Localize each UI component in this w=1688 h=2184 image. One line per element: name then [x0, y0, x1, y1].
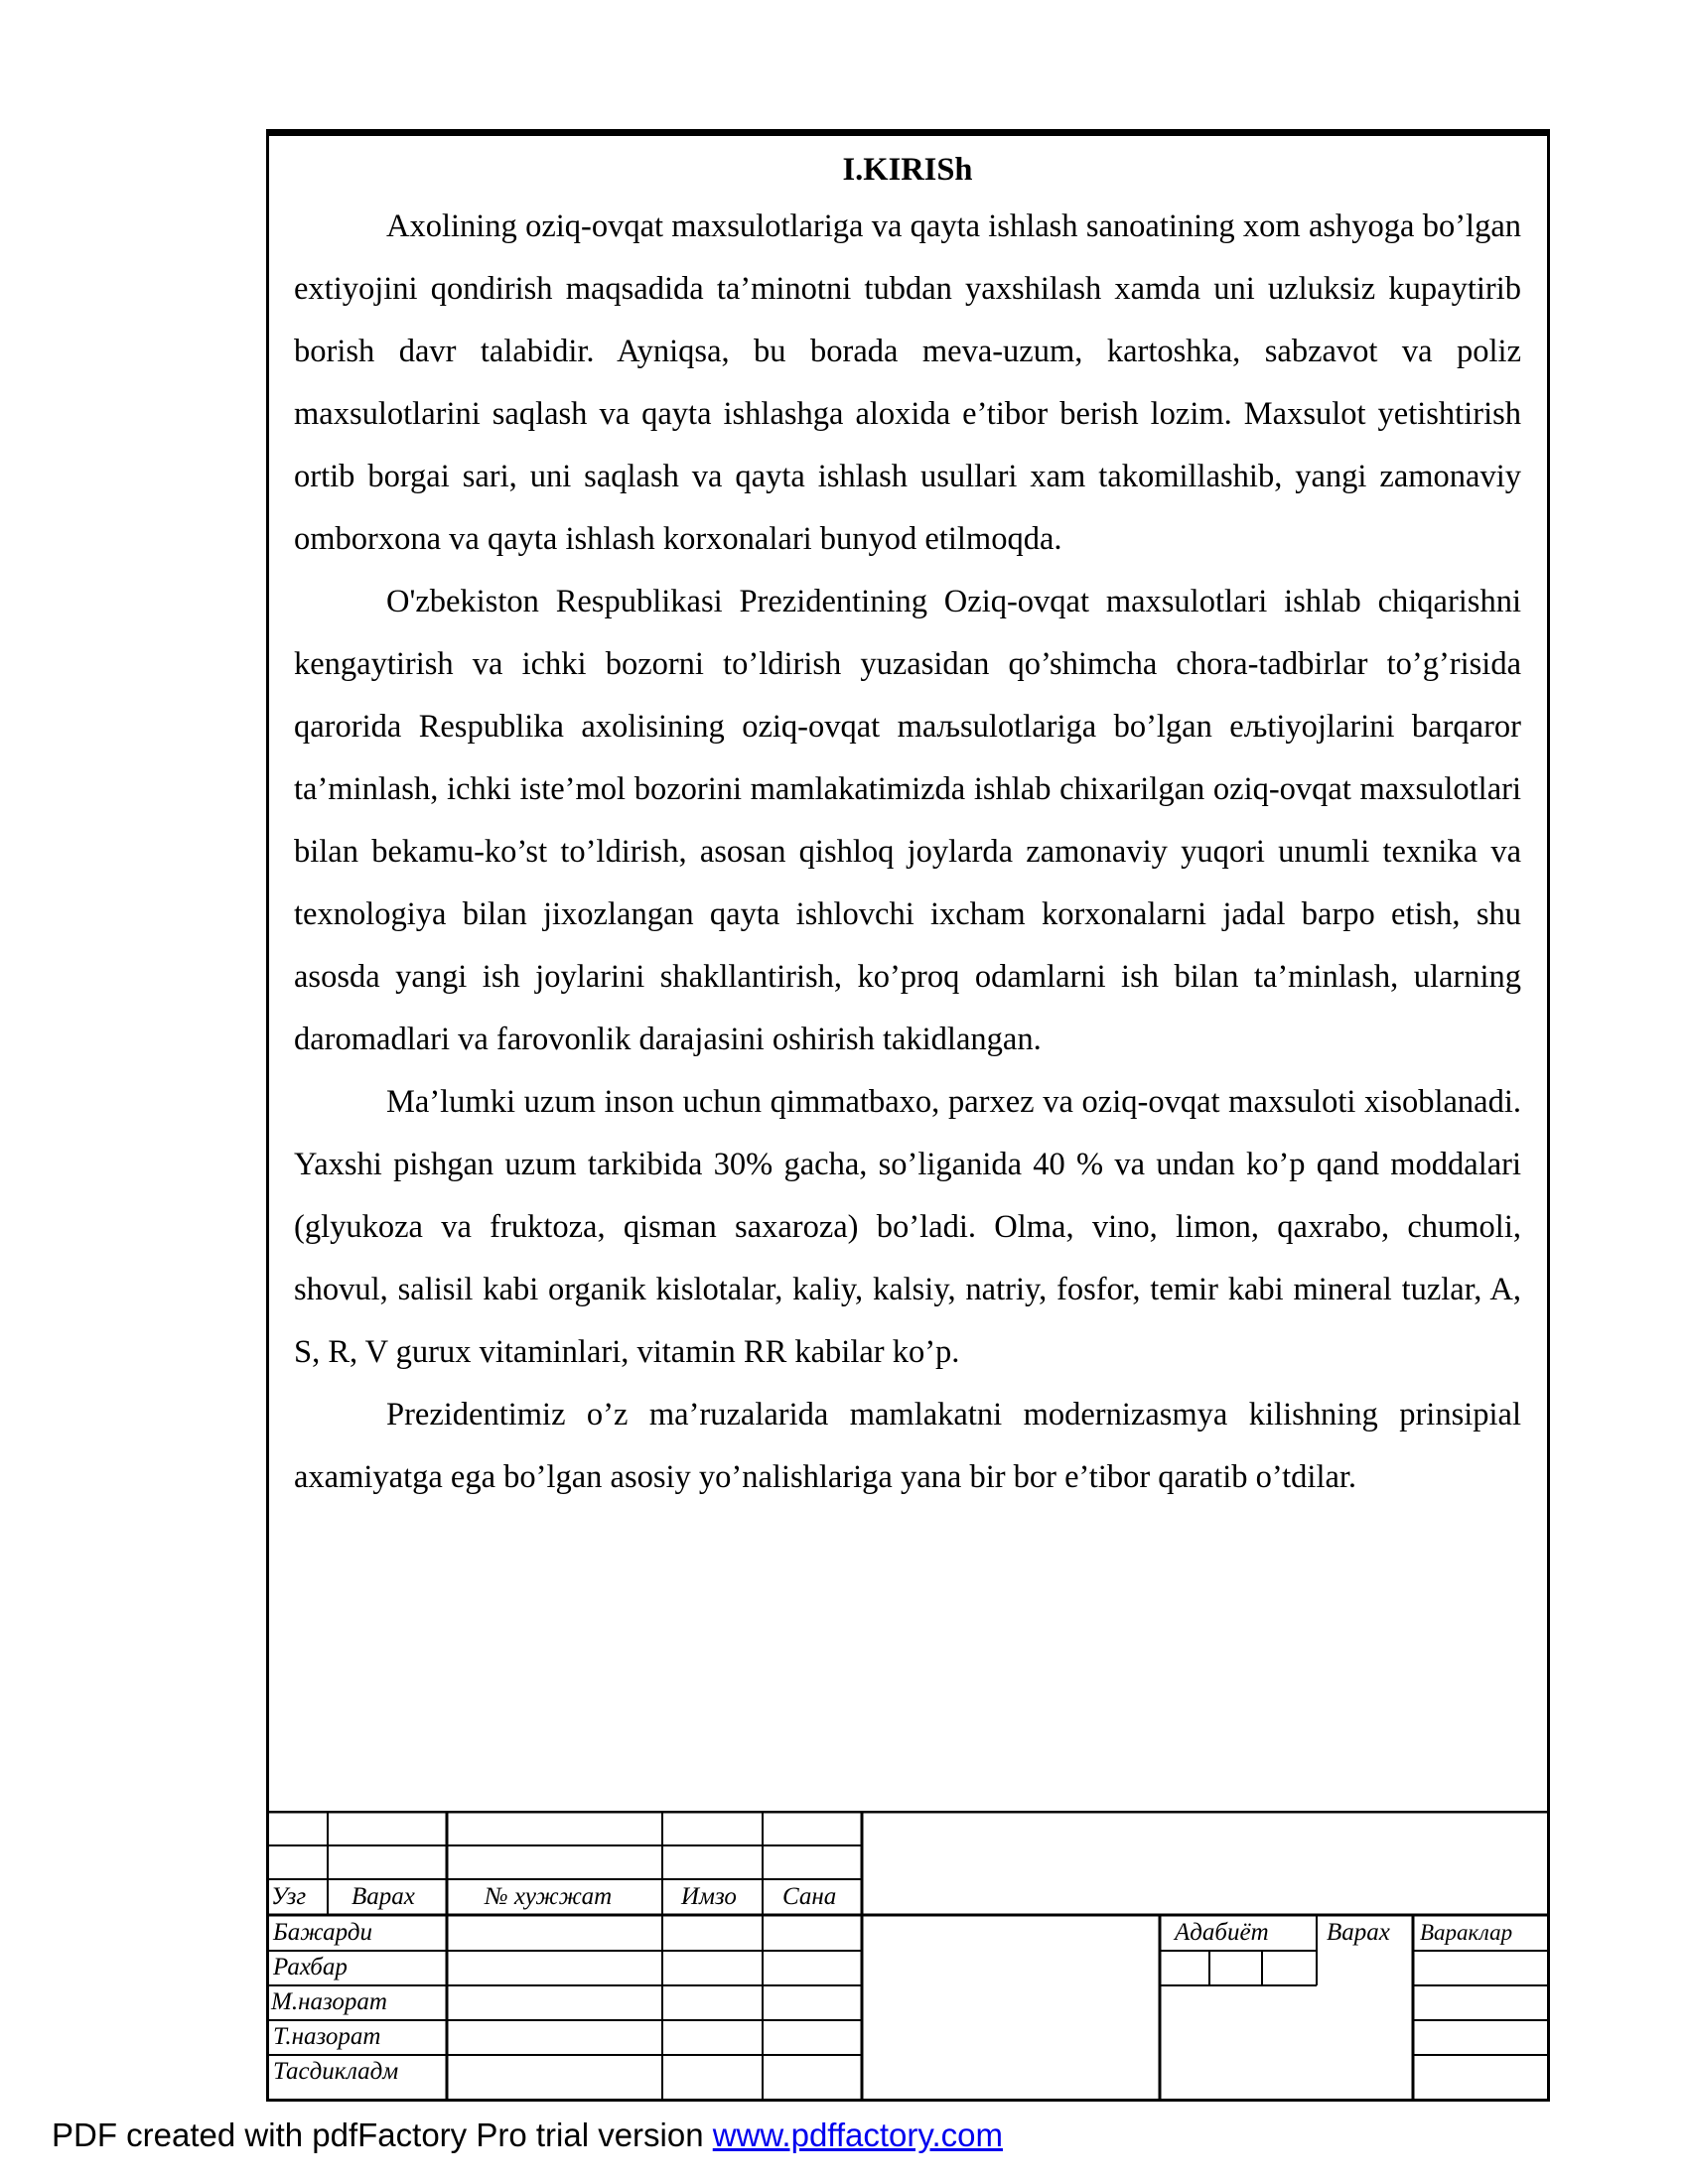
- paragraph-3: Ma’lumki uzum inson uchun qimmatbaxo, parxez va oziq-ovqat maxsuloti xisoblanadi. Yaxshi pishgan uzum tarkibida 30% gacha, so’liganida 40 % va undan ko’p qand moddalari (glyukoza va fruktoza, qisman saxaroza) bo’ladi. Olma, vino, limon, qaxrabo, chumoli, shovul, salisil kabi organik kislotalar, kaliy, kalsiy, natriy, fosfor, temir kabi mineral tuzlar, A, S, R, V gurux vitaminlari, vitamin RR kabilar ko’p.: [294, 1084, 1521, 1370]
- row-t-control-label: Т.назорат: [273, 2023, 381, 2050]
- title-block-grid: [266, 1811, 1550, 2102]
- footer-text: PDF created with pdfFactory Pro trial version: [52, 2116, 713, 2153]
- pdffactory-link[interactable]: www.pdffactory.com: [712, 2116, 1003, 2153]
- pdf-footer: [52, 2116, 1003, 2154]
- col-date-label: Сана: [782, 1883, 837, 1910]
- document-body: [294, 144, 1521, 1509]
- section-heading: I.KIRISh: [842, 152, 973, 188]
- col-doc-label: № хужжат: [485, 1883, 613, 1910]
- paragraph-2: O'zbekiston Respublikasi Prezidentining Oziq-ovqat maxsulotlari ishlab chiqarishni kengaytirish va ichki bozorni to’ldirish yuzasidan qo’shimcha chora-tadbirlar to’g’risida qarorida Respublika axolisining oziq-ovqat maљsulotlariga bo’lgan eљtiyojlarini barqaror ta’minlash, ichki iste’mol bozorini mamlakatimizda ishlab chixarilgan oziq-ovqat maxsulotlari bilan bekamu-ko’st to’ldirish, asosan qishloq joylarda zamonaviy yuqori unumli texnika va texnologiya bilan jixozlangan qayta ishlovchi ixcham korxonalarni jadal barpo etish, shu asosda yangi ish joylarini shakllantirish, ko’proq odamlarni ish bilan ta’minlash, ularning daromadlari va farovonlik darajasini oshirish takidlangan.: [294, 584, 1521, 1057]
- col-izm-label: Узг: [271, 1883, 307, 1910]
- paragraph-4: Prezidentimiz o’z ma’ruzalarida mamlakatni modernizasmya kilishning prinsipial axamiyatga ega bo’lgan asosiy yo’nalishlariga yana bir bor e’tibor qaratib o’tdilar.: [294, 1397, 1521, 1495]
- paragraph-1: Axolining oziq-ovqat maxsulotlariga va qayta ishlash sanoatining xom ashyoga bo’lgan extiyojini qondirish maqsadida ta’minotni tubdan yaxshilash xamda uni uzluksiz kupaytirib borish davr talabidir. Ayniqsa, bu borada meva-uzum, kartoshka, sabzavot va poliz maxsulotlarini saqlash va qayta ishlashga aloxida e’tibor berish lozim. Maxsulot yetishtirish ortib borgai sari, uni saqlash va qayta ishlash usullari xam takomillashib, yangi zamonaviy omborxona va qayta ishlash korxonalari bunyod etilmoqda.: [294, 208, 1521, 557]
- row-developer-label: Бажарди: [273, 1919, 372, 1946]
- row-approved-label: Тасдикладм: [273, 2058, 399, 2085]
- lit-label: Адабиёт: [1175, 1919, 1269, 1946]
- col-sheet-label: Варах: [352, 1883, 415, 1910]
- col-sign-label: Имзо: [681, 1883, 737, 1910]
- sheets-label: Вараклар: [1420, 1920, 1513, 1945]
- row-m-control-label: М.назорат: [271, 1988, 387, 2015]
- sheet-label: Варах: [1327, 1919, 1390, 1946]
- row-head-label: Рахбар: [273, 1954, 348, 1980]
